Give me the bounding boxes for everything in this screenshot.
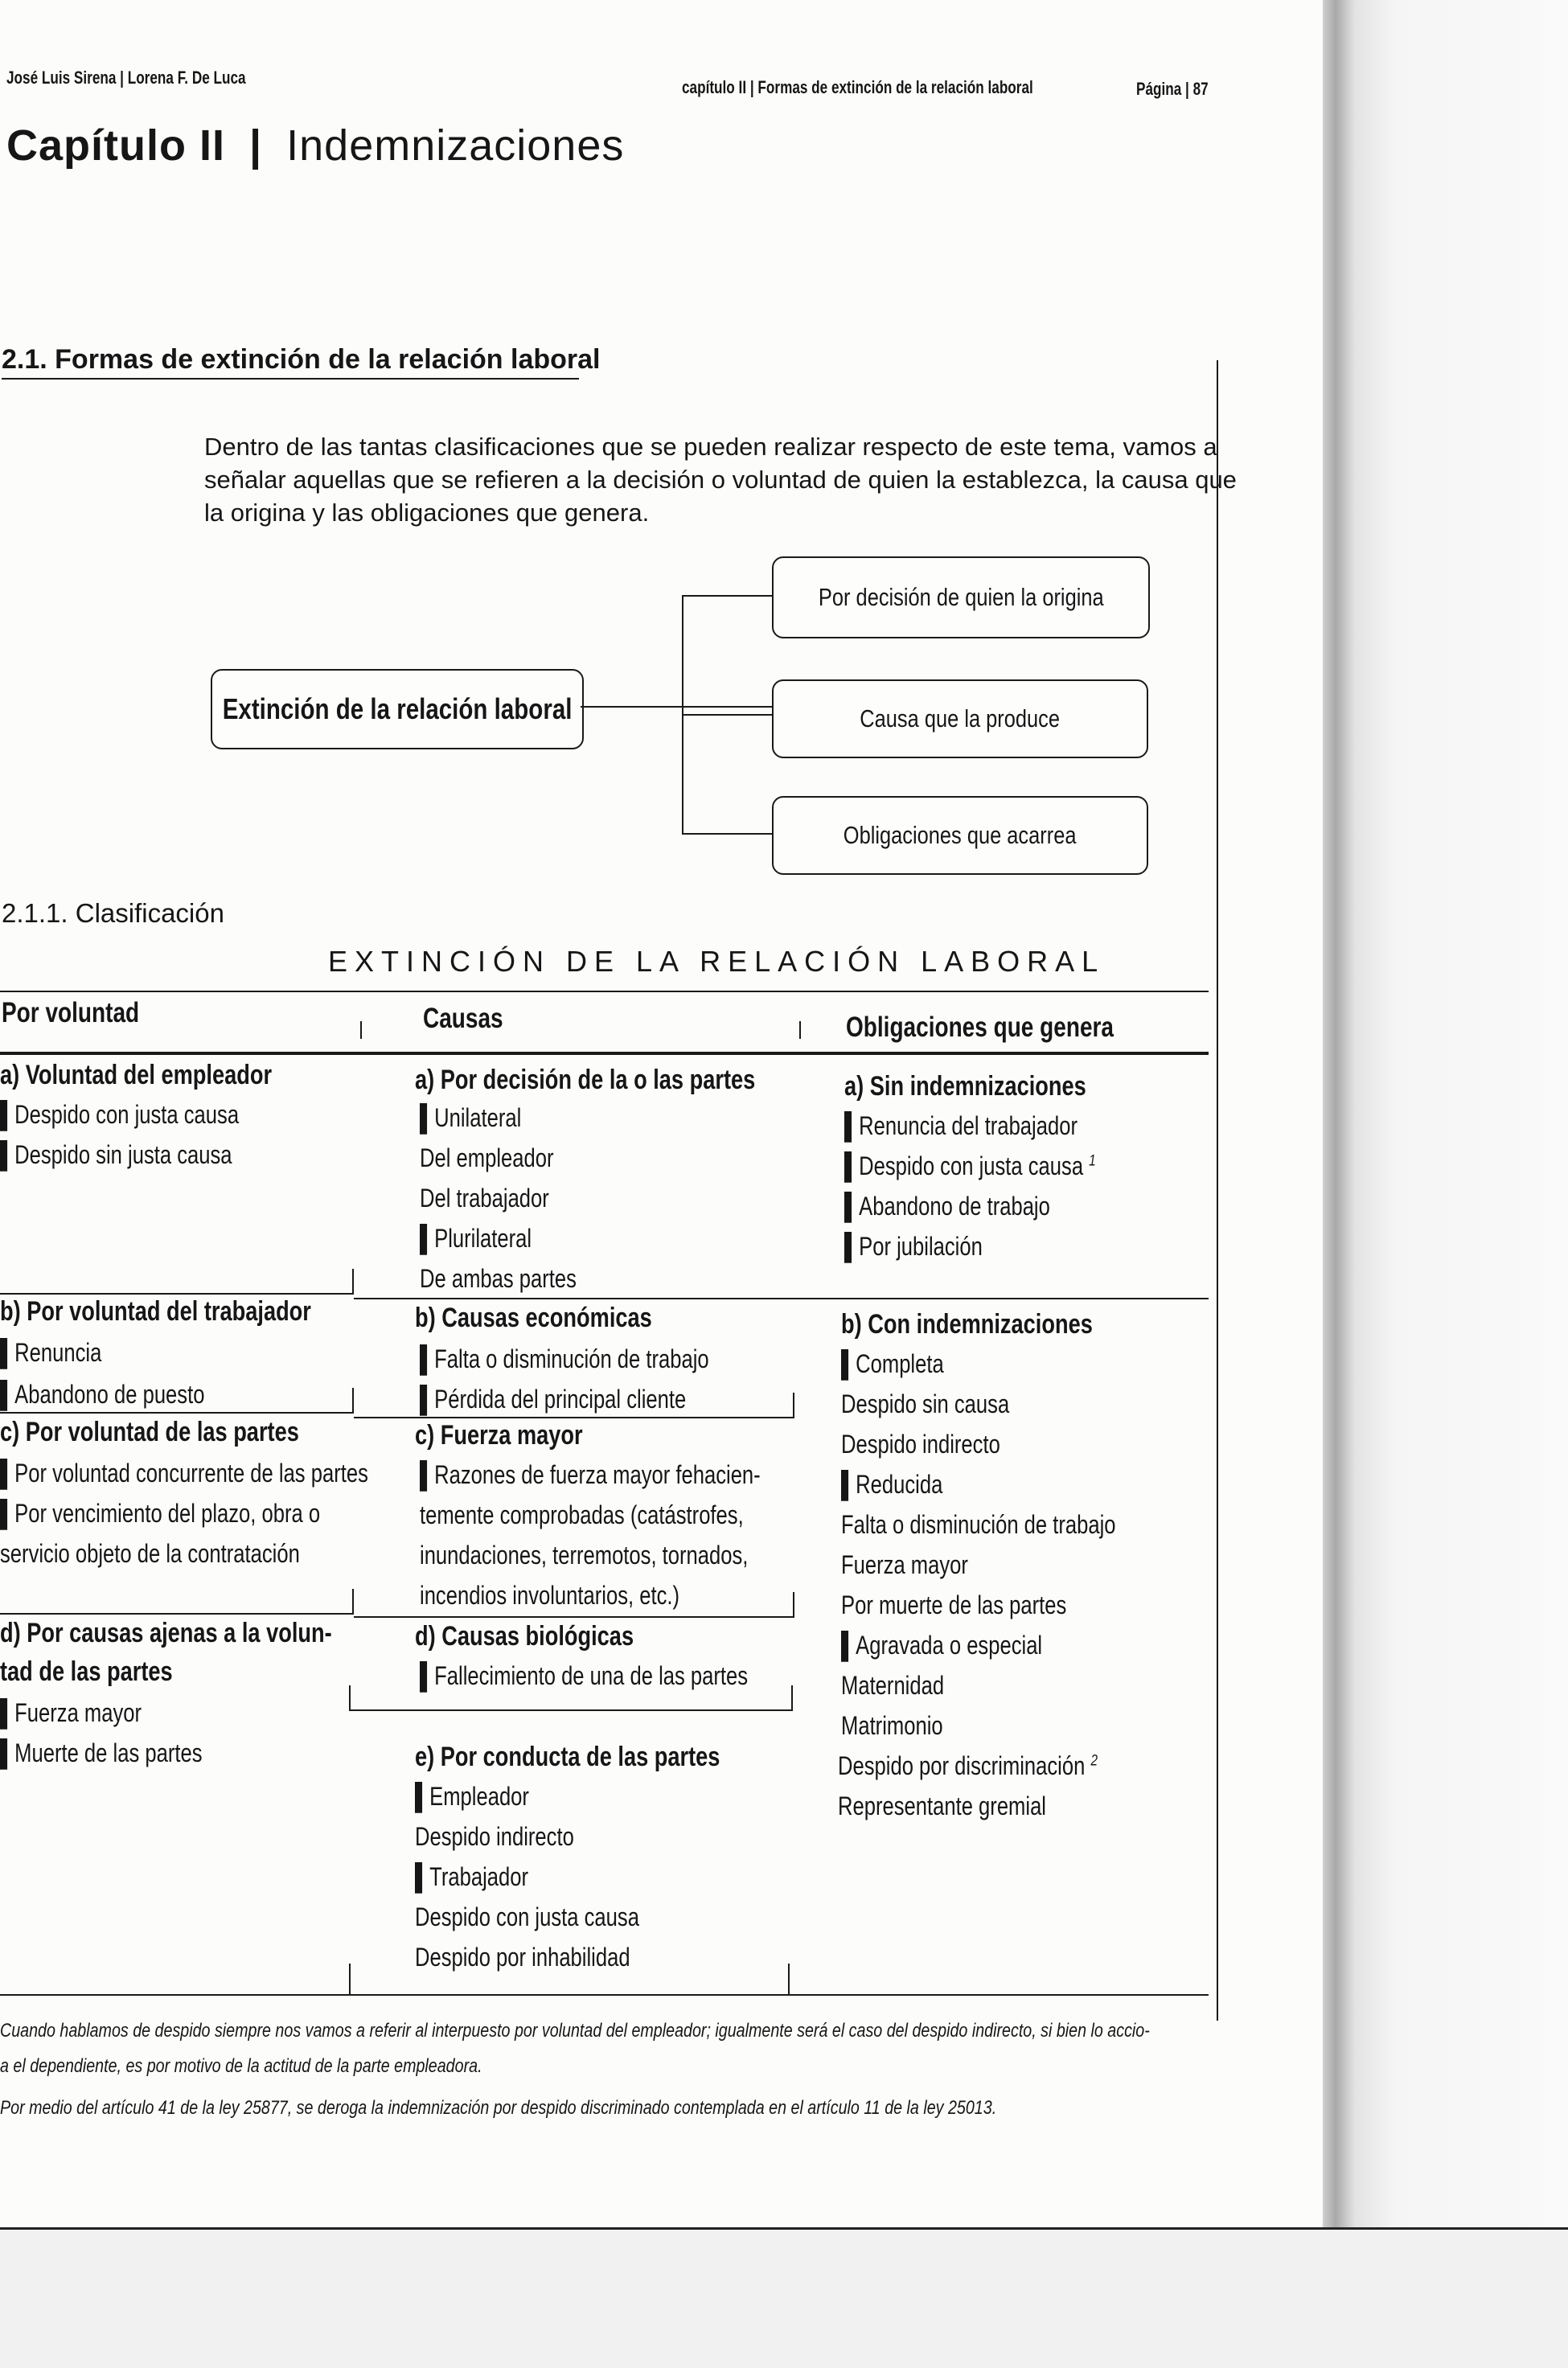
diagram-branch-line-1	[682, 595, 772, 597]
col2-group-title: a) Por decisión de la o las partes	[415, 1065, 756, 1095]
footnote-ref-2: 2	[1090, 1752, 1098, 1770]
subsection-title: 2.1.1. Clasificación	[2, 898, 224, 928]
diagram-root-box	[211, 669, 584, 749]
row-divider	[0, 1293, 354, 1295]
col2-group-title: e) Por conducta de las partes	[415, 1742, 720, 1772]
col2-item: ▌Fallecimiento de una de las partes	[420, 1661, 749, 1690]
col2-group-title: d) Causas biológicas	[415, 1621, 634, 1652]
diagram-branch-decision-label: Por decisión de quien la origina	[818, 583, 1104, 611]
diagram-branch-obligations	[772, 796, 1148, 875]
row-divider-tick	[793, 1592, 794, 1616]
intro-paragraph: Dentro de las tantas clasificaciones que se pueden realizar respecto de este tema, vamos a señalar aquellas que se refieren a la decisión o voluntad de quien la establezca, la causa que la origina y las obligaciones que genera.	[204, 433, 1237, 527]
col1-item: ▌Despido sin justa causa	[0, 1140, 232, 1169]
col1-group-title: a) Voluntad del empleador	[0, 1060, 273, 1090]
col2-item: ▌Empleador	[415, 1782, 529, 1811]
col2-item: Despido indirecto	[415, 1822, 574, 1851]
diagram-branch-decision	[772, 556, 1150, 638]
row-divider	[0, 1613, 354, 1615]
col2-group-title: c) Fuerza mayor	[415, 1420, 583, 1451]
col2-item: temente comprobadas (catástrofes,	[420, 1500, 744, 1529]
col3-item: Representante gremial	[838, 1791, 1046, 1820]
chapter-separator: |	[249, 121, 263, 170]
col3-item: ▌Completa	[841, 1349, 944, 1378]
row-divider	[354, 1298, 1209, 1299]
row-divider-tick	[352, 1269, 354, 1293]
diagram-branch-cause-label: Causa que la produce	[860, 704, 1061, 733]
footnote-2: Por medio del artículo 41 de la ley 25877, se deroga la indemnización por despido discriminado contemplada en el artículo 11 de la ley 25013.	[0, 2097, 997, 2119]
col3-item: Despido indirecto	[841, 1430, 1000, 1459]
diagram-branch-line-3	[682, 833, 772, 835]
col2-item: ▌Trabajador	[415, 1862, 528, 1891]
table-header-rule	[0, 1052, 1209, 1055]
col3-item: ▌Agravada o especial	[841, 1631, 1043, 1660]
column-tick	[349, 1964, 351, 1994]
col3-item: ▌Reducida	[841, 1470, 943, 1499]
col1-item: ▌Renuncia	[0, 1338, 102, 1367]
row-divider	[349, 1709, 793, 1711]
col3-group-title: b) Con indemnizaciones	[841, 1309, 1093, 1340]
col1-group-title: b) Por voluntad del trabajador	[0, 1296, 311, 1327]
col1-item: ▌Abandono de puesto	[0, 1380, 205, 1409]
col1-group-title: tad de las partes	[0, 1656, 173, 1687]
chapter-title	[6, 121, 624, 170]
row-divider	[354, 1417, 794, 1418]
col3-item: Por muerte de las partes	[841, 1590, 1067, 1619]
table-top-rule	[0, 991, 1209, 992]
col3-item: Falta o disminución de trabajo	[841, 1510, 1116, 1539]
col3-item: ▌Despido con justa causa $^1$	[844, 1151, 1096, 1180]
column-header-voluntad: Por voluntad	[2, 997, 140, 1028]
footnote-1-cont: a el dependiente, es por motivo de la actitud de la parte empleadora.	[0, 2055, 482, 2077]
col1-item: ▌Por vencimiento del plazo, obra o	[0, 1499, 321, 1528]
row-divider-tick	[352, 1388, 354, 1412]
col3-item: ▌Por jubilación	[844, 1232, 983, 1261]
header-chapter-ref: capítulo II | Formas de extinción de la relación laboral	[682, 77, 1033, 97]
table-bottom-rule	[0, 1994, 1209, 1996]
col2-item: incendios involuntarios, etc.)	[420, 1581, 680, 1610]
col3-item: Fuerza mayor	[841, 1550, 968, 1579]
col3-item: ▌Renuncia del trabajador	[844, 1111, 1077, 1140]
column-tick	[788, 1964, 790, 1994]
table-title: EXTINCIÓN DE LA RELACIÓN LABORAL	[328, 945, 1106, 978]
col1-group-title: d) Por causas ajenas a la volun-	[0, 1618, 332, 1648]
col2-item: inundaciones, terremotos, tornados,	[420, 1541, 749, 1570]
diagram-branch-obligations-label: Obligaciones que acarrea	[844, 821, 1077, 849]
col2-item: ▌Falta o disminución de trabajo	[420, 1344, 709, 1373]
col2-item: ▌Plurilateral	[420, 1224, 532, 1253]
page-bottom-edge	[0, 2227, 1568, 2368]
header-page-number: Página | 87	[1136, 79, 1209, 99]
col3-item: Matrimonio	[841, 1711, 943, 1740]
diagram-root-label: Extinción de la relación laboral	[222, 692, 573, 725]
footnote-1: Cuando hablamos de despido siempre nos vamos a referir al interpuesto por voluntad del empleador; igualmente será el caso del despido indirecto, si bien lo accio-	[0, 2020, 1150, 2042]
section-title: 2.1. Formas de extinción de la relación laboral	[2, 344, 601, 375]
col2-item: ▌Razones de fuerza mayor fehacien-	[420, 1460, 761, 1489]
page-right-rule	[1217, 360, 1218, 2021]
col1-item: ▌Despido con justa causa	[0, 1100, 240, 1129]
col3-item: Maternidad	[841, 1671, 945, 1700]
chapter-prefix: Capítulo II	[6, 121, 225, 170]
column-tick	[360, 1021, 362, 1039]
row-divider-tick	[349, 1685, 351, 1709]
row-divider-tick	[352, 1589, 354, 1613]
col2-item: De ambas partes	[420, 1264, 577, 1293]
col2-item: Del empleador	[420, 1143, 554, 1172]
col3-item: Despido sin causa	[841, 1389, 1010, 1418]
col1-group-title: c) Por voluntad de las partes	[0, 1417, 299, 1447]
col1-item: ▌Muerte de las partes	[0, 1738, 203, 1767]
header-authors: José Luis Sirena | Lorena F. De Luca	[6, 68, 246, 88]
col2-item: ▌Unilateral	[420, 1103, 522, 1132]
col1-item: ▌Fuerza mayor	[0, 1698, 142, 1727]
col2-item: Del trabajador	[420, 1184, 549, 1213]
column-header-causas: Causas	[423, 1003, 503, 1034]
col3-item: Despido por discriminación $^2$	[838, 1751, 1098, 1780]
chapter-name: Indemnizaciones	[286, 121, 625, 170]
diagram-connector	[581, 706, 774, 708]
column-tick	[799, 1021, 801, 1039]
footnote-ref-1: 1	[1089, 1152, 1096, 1170]
column-header-obligaciones: Obligaciones que genera	[846, 1012, 1114, 1043]
section-underline	[2, 378, 579, 380]
col2-group-title: b) Causas económicas	[415, 1303, 652, 1333]
diagram-branch-cause	[772, 679, 1148, 758]
row-divider	[354, 1616, 794, 1618]
col3-item: ▌Abandono de trabajo	[844, 1192, 1050, 1221]
col2-item: ▌Pérdida del principal cliente	[420, 1385, 687, 1414]
book-gutter	[1323, 0, 1568, 2366]
row-divider-tick	[793, 1393, 794, 1417]
col2-item: Despido con justa causa	[415, 1902, 639, 1931]
col3-group-title: a) Sin indemnizaciones	[844, 1071, 1086, 1102]
row-divider	[0, 1412, 354, 1414]
col1-item: ▌Por voluntad concurrente de las partes	[0, 1459, 368, 1488]
diagram-branch-line-2	[682, 714, 772, 716]
row-divider-tick	[791, 1685, 793, 1709]
col1-item: servicio objeto de la contratación	[0, 1539, 300, 1568]
col2-item: Despido por inhabilidad	[415, 1943, 630, 1972]
